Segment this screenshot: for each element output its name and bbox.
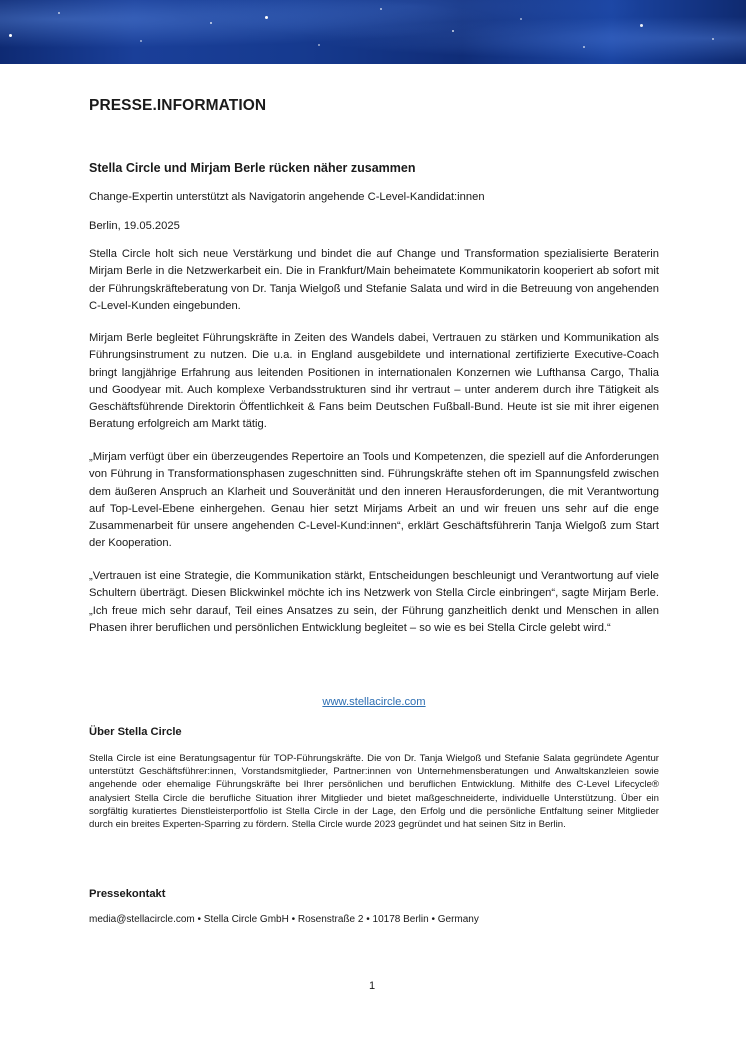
paragraph: Stella Circle holt sich neue Verstärkung und bindet die auf Change und Transformation spezialisierte Beraterin Mirjam Berle in die Netzwerkarbeit ein. Die in Frankfurt/Main beheimatete Kommunikatorin kooperiert ab sofort mit der Führungskräfteberatung von Dr. Tanja Wielgoß und Stefanie Salata und wird in die Betreuung von angehenden C-Level-Kunden eingebunden.: [89, 248, 659, 312]
star-decoration: [140, 40, 142, 42]
star-decoration: [712, 38, 714, 40]
star-decoration: [583, 46, 585, 48]
star-decoration: [452, 30, 454, 32]
star-decoration: [9, 34, 12, 37]
star-decoration: [318, 44, 320, 46]
contact-line: media@stellacircle.com • Stella Circle GmbH • Rosenstraße 2 • 10178 Berlin • Germany: [89, 914, 479, 925]
star-decoration: [210, 22, 212, 24]
contact-heading: Pressekontakt: [89, 888, 166, 900]
about-heading: Über Stella Circle: [89, 726, 182, 738]
header-banner: [0, 0, 746, 64]
star-decoration: [265, 16, 268, 19]
paragraph: Mirjam Berle begleitet Führungskräfte in Zeiten des Wandels dabei, Vertrauen zu stärken und Kommunikation als Führungsinstrument zu nutzen. Die u.a. in England ausgebildete und international zertifizierte Executive-Coach bringt langjährige Erfahrung aus leitenden Positionen in internationalen Konzernen wie Lufthansa Cargo, Thalia und Goodyear mit. Auch komplexe Verbandsstrukturen sind ihr vertraut – unter anderem durch ihre Tätigkeit als Geschäftsführende Direktorin Öffentlichkeit & Fans beim Deutschen Fußball-Bund. Heute ist sie mit ihrer eigenen Beratung erfolgreich am Markt tätig.: [89, 332, 659, 431]
star-decoration: [380, 8, 382, 10]
website-link[interactable]: www.stellacircle.com: [322, 696, 426, 708]
star-decoration: [640, 24, 643, 27]
page-title: PRESSE.INFORMATION: [89, 97, 267, 114]
star-decoration: [58, 12, 60, 14]
about-text: Stella Circle ist eine Beratungsagentur für TOP-Führungskräfte. Die von Dr. Tanja Wielgoß und Stefanie Salata gegründete Agentur unterstützt Geschäftsführer:innen, Vorstandsmitglieder, Partner:innen von Unternehmensberatungen und Anwaltskanzleien sowie angehende oder ehemalige Führungskräfte bei Ihrer persönlichen und beruflichen Entwicklung. Mithilfe des C-Level Lifecycle® analysiert Stella Circle die berufliche Situation ihrer Mitglieder und bietet maßgeschneiderte, individuelle Unterstützung. Über ein sorgfältig kuratiertes Dienstleisterportfolio ist Stella Circle in der Lage, den Erfolg und die persönliche Entfaltung seiner Mitglieder durch ein breites Experten-Sparring zu fördern. Stella Circle wurde 2023 gegründet und hat seinen Sitz in Berlin.: [89, 753, 659, 831]
page-number: 1: [368, 980, 376, 992]
subheadline: Change-Expertin unterstützt als Navigatorin angehende C-Level-Kandidat:innen: [89, 191, 485, 203]
banner-glow: [0, 0, 746, 64]
paragraph: „Vertrauen ist eine Strategie, die Kommunikation stärkt, Entscheidungen beschleunigt und Verantwortung auf viele Schultern überträgt. Diesen Blickwinkel möchte ich ins Netzwerk von Stella Circle einbringen“, sagte Mirjam Berle. „Ich freue mich sehr darauf, Teil eines Ansatzes zu sein, der Führung ganzheitlich denkt und Menschen in allen Phasen ihrer beruflichen und persönlichen Entwicklung begleitet – so wie es bei Stella Circle gelebt wird.“: [89, 570, 659, 634]
paragraph: „Mirjam verfügt über ein überzeugendes Repertoire an Tools und Kompetenzen, die speziell auf die Anforderungen von Führung in Transformationsphasen zugeschnitten sind. Führungskräfte stehen oft im Spannungsfeld zwischen dem äußeren Anspruch an Klarheit und Souveränität und den inneren Herausforderungen, die mit Verantwortung auf Top-Level-Ebene einhergehen. Genau hier setzt Mirjams Arbeit an und wir freuen uns sehr auf die enge Zusammenarbeit für unsere angehenden C-Level-Kund:innen“, erklärt Geschäftsführerin Tanja Wielgoß zum Start der Kooperation.: [89, 451, 659, 550]
headline: Stella Circle und Mirjam Berle rücken näher zusammen: [89, 161, 416, 175]
dateline: Berlin, 19.05.2025: [89, 220, 180, 232]
star-decoration: [520, 18, 522, 20]
